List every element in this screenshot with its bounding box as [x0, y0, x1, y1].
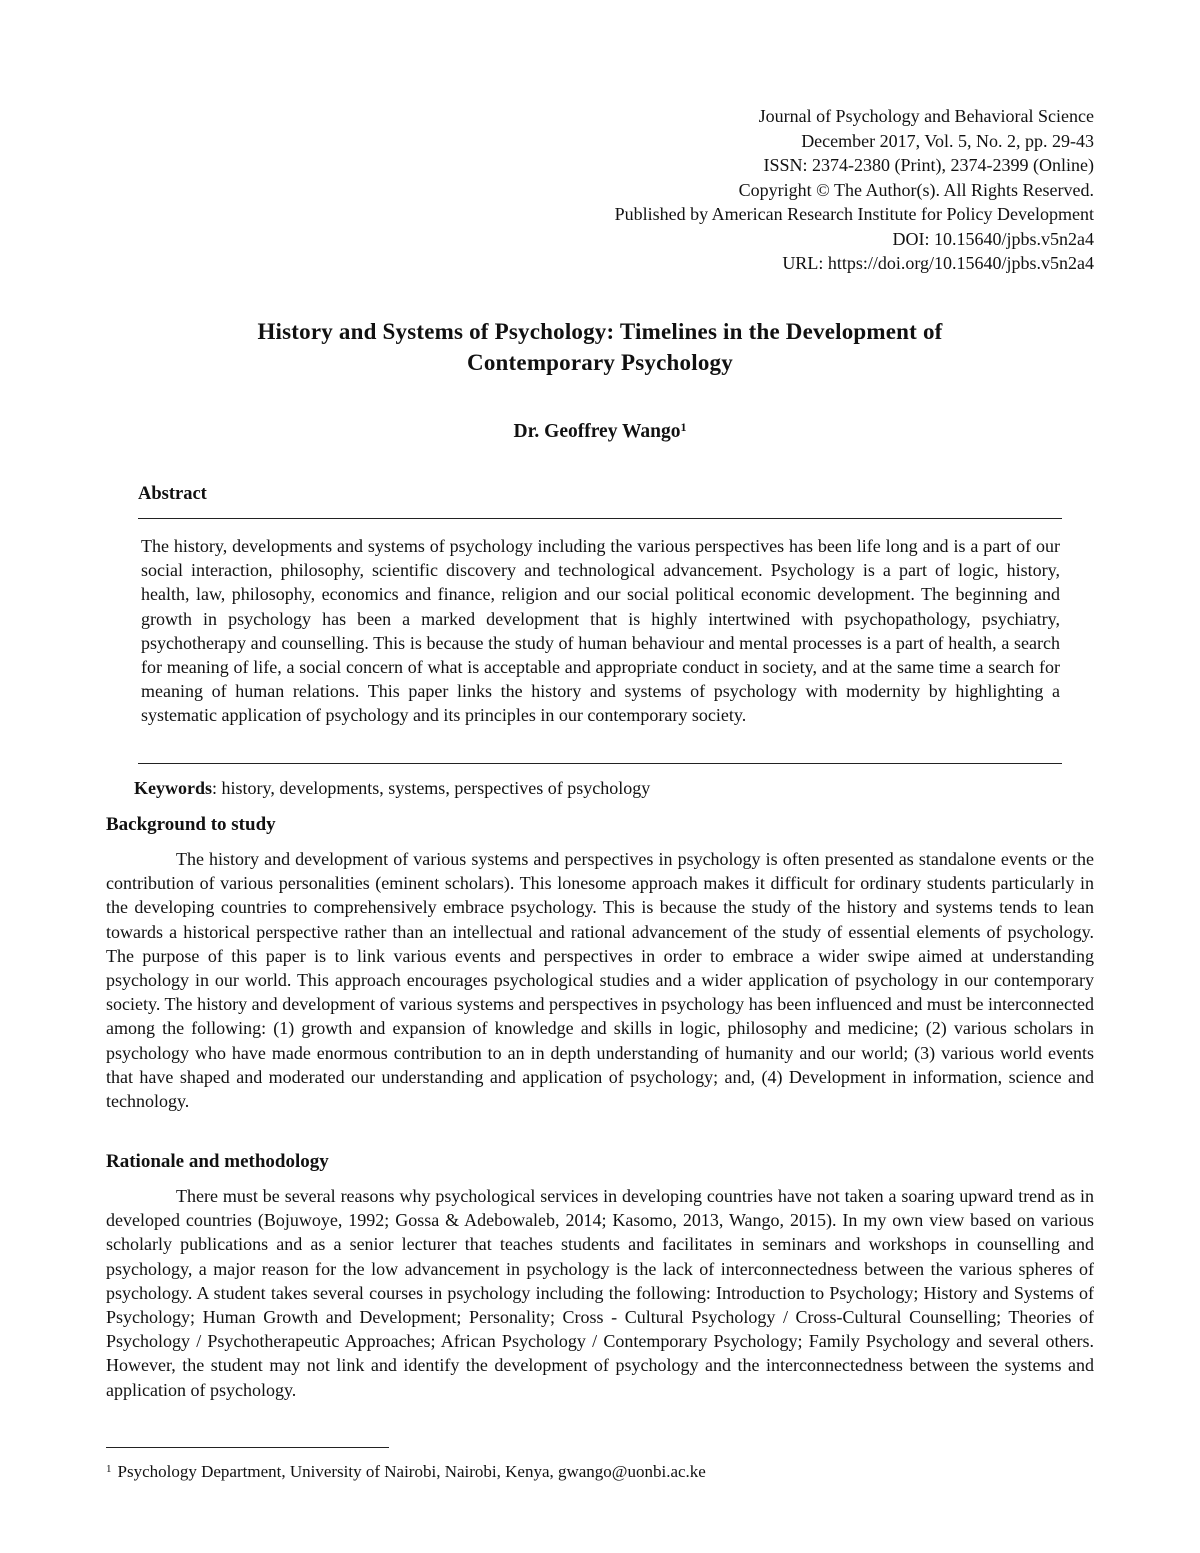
section-text-background: The history and development of various systems and perspectives in psychology is often presented as standalone events or the contribution of various personalities (eminent scholars). This lonesome approach makes it difficult for ordinary students particularly in the developing countries to comprehensively embrace psychology. This is because the study of the history and systems tends to lean towards a historical perspective rather than an intellectual and rational advancement of the study of essential elements of psychology. The purpose of this paper is to link various events and perspectives in order to embrace a wider swipe aimed at understanding psychology in our world. This approach encourages psychological studies and a wider application of psychology in our contemporary society. The history and development of various systems and perspectives in psychology has been influenced and must be interconnected among the following: (1) growth and expansion of knowledge and skills in logic, philosophy and medicine; (2) various scholars in psychology who have made enormous contribution to an in depth understanding of humanity and our world; (3) various world events that have shaped and moderated our understanding and application of psychology; and, (4) Development in information, science and technology. — [106, 849, 1094, 1112]
abstract-bottom-rule — [138, 763, 1062, 764]
section-heading-rationale: Rationale and methodology — [106, 1151, 329, 1172]
footnote-text: Psychology Department, University of Nairobi, Nairobi, Kenya, gwango@uonbi.ac.ke — [117, 1462, 706, 1481]
keywords-text: : history, developments, systems, perspectives of psychology — [212, 778, 651, 798]
author-footnote-marker: 1 — [680, 420, 687, 434]
footnote-rule — [106, 1447, 389, 1448]
journal-doi[interactable]: DOI: 10.15640/jpbs.v5n2a4 — [892, 228, 1094, 249]
footnote — [106, 1462, 706, 1482]
keywords-line — [134, 778, 650, 799]
author-name: Dr. Geoffrey Wango — [513, 421, 681, 442]
abstract-text: The history, developments and systems of psychology including the various perspectives has been life long and is a part of our social interaction, philosophy, scientific discovery and technological advancement. Psychology is a part of logic, history, health, law, philosophy, economics and finance, religion and our social political economic development. The beginning and growth in psychology has been a marked development that is highly intertwined with psychopathology, psychiatry, psychotherapy and counselling. This is because the study of human behaviour and mental processes is a part of health, a search for meaning of life, a social concern of what is acceptable and appropriate conduct in society, and at the same time a search for meaning of human relations. This paper links the history and systems of psychology with modernity by highlighting a systematic application of psychology and its principles in our contemporary society. — [141, 536, 1060, 726]
paper-title-line-1: History and Systems of Psychology: Timelines in the Development of — [257, 319, 943, 344]
journal-issn: ISSN: 2374-2380 (Print), 2374-2399 (Online) — [763, 155, 1094, 175]
journal-issue: December 2017, Vol. 5, No. 2, pp. 29-43 — [801, 130, 1094, 151]
keywords-label: Keywords — [134, 778, 212, 798]
author-line — [0, 420, 1200, 443]
journal-name: Journal of Psychology and Behavioral Science — [758, 106, 1094, 126]
journal-publisher: Published by American Research Institute for Policy Development — [614, 204, 1094, 224]
abstract-top-rule — [138, 518, 1062, 519]
journal-url[interactable]: URL: https://doi.org/10.15640/jpbs.v5n2a4 — [782, 253, 1094, 273]
journal-copyright: Copyright © The Author(s). All Rights Reserved. — [738, 179, 1094, 200]
footnote-marker: 1 — [106, 1463, 112, 1475]
paper-title — [0, 316, 1200, 378]
journal-header — [615, 104, 1094, 276]
abstract-heading: Abstract — [138, 484, 207, 504]
paper-title-line-2: Contemporary Psychology — [467, 350, 733, 375]
section-heading-background: Background to study — [106, 814, 276, 835]
section-text-rationale: There must be several reasons why psychological services in developing countries have not taken a soaring upward trend as in developed countries (Bojuwoye, 1992; Gossa & Adebowaleb, 2014; Kasomo, 2013, Wango, 2015). In my own view based on various scholarly publications and as a senior lecturer that teaches students and facilitates in seminars and workshops in counselling and psychology, a major reason for the low advancement in psychology is the lack of interconnectedness between the various spheres of psychology. A student takes several courses in psychology including the following: Introduction to Psychology; History and Systems of Psychology; Human Growth and Development; Personality; Cross - Cultural Psychology / Cross-Cultural Counselling; Theories of Psychology / Psychotherapeutic Approaches; African Psychology / Contemporary Psychology; Family Psychology and several others. However, the student may not link and identify the development of psychology and the interconnectedness between the systems and application of psychology. — [106, 1186, 1094, 1400]
